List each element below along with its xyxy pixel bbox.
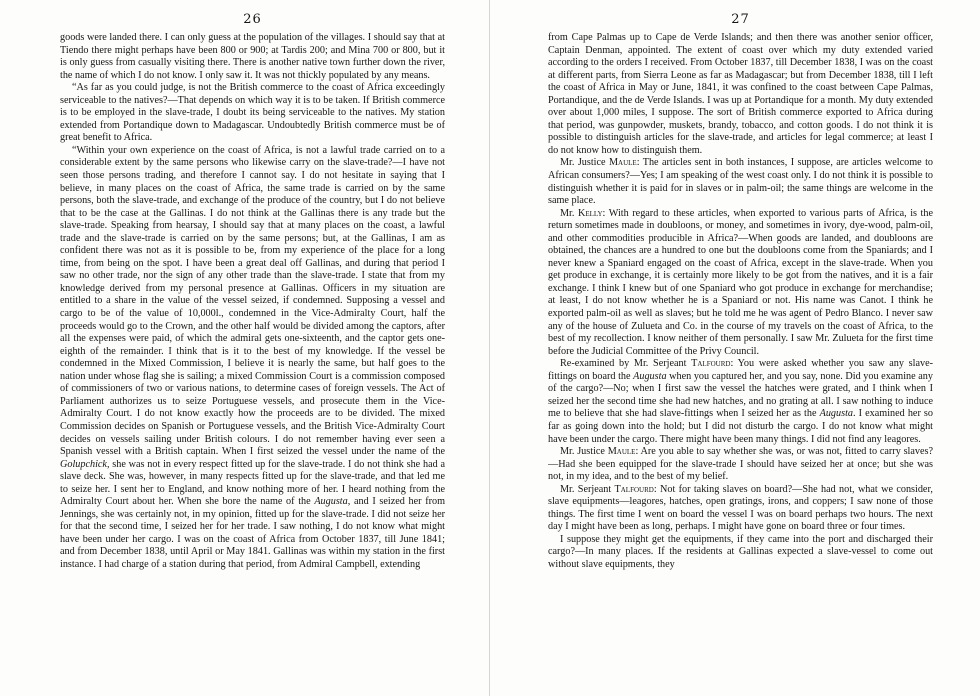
paragraph xyxy=(548,358,933,446)
speaker-name: Maule xyxy=(607,446,636,458)
paragraph xyxy=(548,446,933,484)
speaker-name: Kelly xyxy=(578,207,603,219)
paragraph xyxy=(548,534,933,572)
text-run: Mr. xyxy=(560,207,578,219)
text-run: : Are you able to say whether she was, or was not, fitted to carry slaves?—Had she been equipped for the slave-trade I should have seized her at once; but she was not, in my idea, and to the best of my belief. xyxy=(548,446,933,483)
paragraph xyxy=(548,208,933,359)
text-run: from Cape Palmas up to Cape de Verde Islands; and then there was another senior officer, Captain Denman, appointed. The extent of coast over which my duty extended varied according to the orders I received. From October 1837, till December 1838, I was on the coast at different parts, from Sierra Leone as far as Madagascar; but from December 1838, till I left the coast of Africa in May or June, 1841, it was confined to the coast between Cape Palmas, Portandique, and the de Verde Islands. I was up at Portandique for a month. My duty extended over about 1,000 miles, I suppose. The sort of British commerce exported to Africa during that period, was gunpowder, muskets, brandy, tobacco, and cotton goods. I do not think it is possible to distinguish articles for the slave-trade, and articles for legal commerce; at least I do not know how to distinguish them. xyxy=(548,32,933,156)
paragraph xyxy=(548,484,933,534)
text-run: I suppose they might get the equipments, if they came into the port and discharged their cargo?—In many places. If the residents at Gallinas expected a slave-vessel to come out without slave equipments, they xyxy=(548,533,933,570)
page-number-left: 26 xyxy=(243,12,262,27)
text-run: . I examined her so far as going down into the hold; but I did not disturb the cargo. I do not know what might have been under the cargo. There might have been many things. I did not find any leagores. xyxy=(548,408,933,445)
speaker-name: Talfourd xyxy=(614,483,654,495)
text-run: : With regard to these articles, when exported to various parts of Africa, is the return sometimes made in doubloons, or money, and sometimes in ivory, dye-wood, palm-oil, and other commodities producible in Africa?—When goods are landed, and doubloons are obtained, the chances are a hundred to one but the doubloons come from the Spaniards; and I never knew a Spaniard engaged on the coast of Africa, except in the slave-trade. When you get produce in exchange, it is certainly more likely to be got from the natives, and it is a fair exchange. I think I knew but of one Spaniard who got produce in exchange for merchandise; at least, I do not know whether he is a Spaniard or not. His name was Canot. I think he exported palm-oil as well as slaves; but he told me he was agent of Pedro Blanco. I never saw any of the house of Zulueta and Co. in the course of my travels on the coast of Africa, to the best of my recollection. I know neither of them personally. I saw Mr. Zulueta for the first time before the Judicial Committee of the Privy Council. xyxy=(548,207,933,357)
text-run: Mr. Serjeant xyxy=(560,483,615,495)
paragraph xyxy=(60,32,445,82)
page-gutter xyxy=(489,0,490,696)
paragraph xyxy=(548,157,933,207)
text-run: Mr. Justice xyxy=(560,446,608,458)
italic-text: Augusta xyxy=(633,370,667,382)
text-run: goods were landed there. I can only guess at the population of the villages. I should say that at Tiendo there might perhaps have been 800 or 900; at Tardis 200; and Mina 700 or 800, but it is only guess from casually visiting there. There is another native town further down the river, the name of which I do not know. I only saw it. It was not thickly populated by any means. xyxy=(60,32,445,81)
right-page xyxy=(548,12,933,696)
left-page xyxy=(60,12,445,696)
page-number-right: 27 xyxy=(731,12,750,27)
text-run: Re-examined by Mr. Serjeant xyxy=(560,358,692,370)
text-run: , she was not in every respect fitted up for the slave-trade. I do not think she had a slave deck. She was, however, in many respects fitted up for the slave-trade, and that led me to seize her. I sent her to England, and know nothing more of her. I heard nothing from the Admiralty Court about her. When she bore the name of the xyxy=(60,458,445,508)
paragraph xyxy=(548,32,933,157)
text-run: : You were asked whether you saw any slave-fittings on board the xyxy=(548,358,933,382)
text-run: Mr. Justice xyxy=(560,157,609,169)
italic-text: Augusta xyxy=(819,408,854,420)
left-page-body xyxy=(60,32,445,572)
right-page-body xyxy=(548,32,933,572)
text-run: : The articles sent in both instances, I suppose, are articles welcome to African consumers?—Yes; I am speaking of the west coast only. I do not think it is possible to distinguish whether it is paid for in slaves or in palm-oil; the same things are welcome in the same place. xyxy=(548,157,933,207)
text-run: when you captured her, and you say, none. Did you examine any of the cargo?—No; when I first saw the vessel the hatches were grated, and I think when I seized her the second time she had new hatches, and no grating at all. I saw nothing to induce me to believe that she had slave-fittings when I seized her as the xyxy=(548,370,933,420)
italic-text: Augusta xyxy=(314,496,348,508)
text-run: “As far as you could judge, is not the British commerce to the coast of Africa exceedingly serviceable to the natives?—That depends on which way it is to be taken. If British commerce is to be employed in the slave-trade, I doubt its being serviceable to the natives. My station extended from Portandique down to Madagascar. Undoubtedly British commerce must be of great benefit to Africa. xyxy=(60,82,445,144)
paragraph xyxy=(60,82,445,145)
text-run: “Within your own experience on the coast of Africa, is not a lawful trade carried on to a considerable extent by the same persons who likewise carry on the slave-trade?—I have not seen those persons trading, and therefore I cannot say. I do not hesitate in saying that I believe, in many places on the coast of Africa, the same trade is carried on by the same persons, both the slave-trade, and exchange of the produce of the country, but I do not believe that to be the case at the Gallinas. I do not think at the Gallinas there is any trade but the slave-trade. Speaking from hearsay, I should say that at many places on the coast, a lawful trade and the slave-trade is carried on by the same persons; but, at the Gallinas, I am as confident there was not as it is possible to be, from my experience of the place for a long time, from being on the spot. I have been a great deal off Gallinas, and during that period I saw no other trade, nor the sign of any other trade than the slave-trade. I state that from my knowledge derived from my personal presence at Gallinas. Officers in my situation are entitled to a share in the value of the vessel seized, if condemned. Supposing a vessel and cargo to be of the value of 10,000l., condemned in the Vice-Admiralty Court, half the proceeds would go to the Crown, and the other half would be divided among the captors, after all the expenses were paid, of which the admiral gets one-sixteenth, and the captor gets one-eighth of the remainder. I think that is it to the best of my knowledge. If the vessel be condemned in the Mixed Commission, I believe it is nearly the same, but half goes to the nation under whose flag she is sailing; a mixed Commission Court is a commission composed of commissioners of two or various nations, to determine cases of foreign vessels. The Act of Parliament authorizes us to seize Portuguese vessels, and prosecute them in the Vice-Admiralty Court. I do not know exactly how the proceeds are to be divided. The mixed Commission decides on Spanish or Portuguese vessels, and the British Vice-Admiralty Court decides on vessels sailing under British colours. I do not remember having ever seen a Spanish vessel with a British captain. When I first seized the vessel under the name of the xyxy=(60,144,445,458)
speaker-name: Maule xyxy=(608,157,637,169)
italic-text: Golupchick xyxy=(60,458,107,470)
speaker-name: Talfourd xyxy=(691,358,731,370)
text-run: , and I seized her from Jennings, she was certainly not, in my opinion, fitted up for the slave-trade. I did not seize her for that the second time, I seized her for her trade. I saw nothing, I do not know what might have been under her cargo. I was on the coast of Africa from October 1837, till June 1841; and from December 1838, until April or May 1841. Gallinas was within my station in the first instance. I had charge of a station during that period, from Admiral Campbell, extending xyxy=(60,496,445,570)
text-run: : Not for taking slaves on board?—She had not, what we consider, slave equipments—leagores, hatches, open gratings, irons, and coppers; I saw none of those things. The first time I went on board the vessel I was on board perhaps two hours. The next day I might have been as long, perhaps. I might have gone on board three or four times. xyxy=(548,483,933,533)
paragraph xyxy=(60,145,445,572)
